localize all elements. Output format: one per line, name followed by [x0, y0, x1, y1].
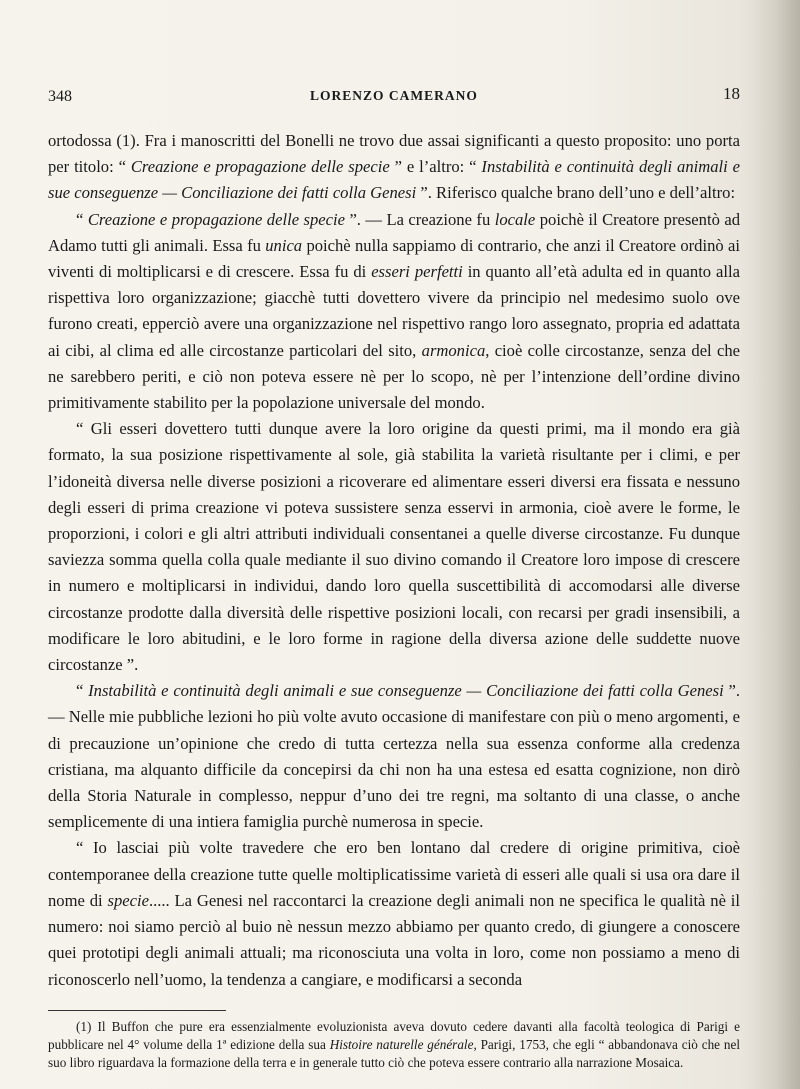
signature-mark: 18 [723, 84, 740, 103]
italic-emphasis: locale [494, 209, 536, 229]
text-run: ..... La Genesi nel raccontarci la creazione degli animali non ne specifica le qualità nè il numero: noi siamo perciò al buio nè nessun mezzo abbiamo per quanto credo, di giungere a conoscere quei prototipi degli animali attuali; ma riconosciuta una volta in loro, come non possiamo a meno di riconoscerlo nell’uomo, la tendenza a cangiare, e modificarsi a seconda [48, 890, 741, 989]
paragraph [48, 128, 740, 207]
italic-emphasis: armonica [421, 340, 486, 360]
italic-emphasis: esseri perfetti [371, 262, 463, 282]
paragraph [48, 207, 740, 417]
text-run: in quanto all’età adulta ed in quanto alla rispettiva loro organizzazione; giacchè tutti dovettero vivere da principio nel medesimo suolo ove furono creati, epperciò avere una organizzazione nel rispettivo rango loro assegnato, propria ed adattata ai cibi, al clima ed alle circostanze particolari del sito, [48, 262, 740, 360]
text-run: ”. — La creazione fu [344, 209, 495, 229]
page-edge-shadow [740, 0, 800, 1089]
paragraph [48, 678, 740, 835]
running-head-author: LORENZO CAMERANO [310, 88, 478, 103]
footnote-divider [48, 1010, 226, 1011]
text-run: ortodossa (1). Fra i manoscritti del Bonelli ne trovo due assai significanti a questo proposito: uno porta per titolo: “ [48, 131, 740, 177]
footnote-paragraph [48, 1018, 740, 1072]
text-run: , cioè colle circostanze, senza del che ne sarebbero periti, e ciò non poteva essere nè per lo scopo, nè per l’intenzione dell’ordine divino primitivamente stabilito per la popolazione universale del mondo. [48, 340, 740, 413]
text-run: (1) Il Buffon che pure era essenzialmente evoluzionista aveva dovuto cedere davanti alla facoltà teologica di Parigi e pubblicare nel 4° volume della 1ª edizione della sua [48, 1019, 740, 1052]
text-run: “ Io lasciai più volte travedere che ero ben lontano dal credere di origine primitiva, cioè contemporanee della creazione tutte quelle moltiplicatissime varietà di esseri alle quali si usa ora dare il nome di [48, 838, 740, 910]
text-run: “ [76, 209, 88, 229]
footnote [48, 1018, 740, 1072]
italic-emphasis: specie [107, 890, 149, 910]
text-run: “ [76, 681, 89, 701]
italic-title: Histoire naturelle générale [329, 1037, 474, 1052]
text-run: ”. — Nelle mie pubbliche lezioni ho più volte avuto occasione di manifestare con più o meno argomenti, e di precauzione un’opinione che credo di tutta certezza nella sua essenza conforme alla credenza cristiana, ma alquanto difficile da concepirsi da chi non ha una estesa ed esatta cognizione, non dirò della Storia Naturale in complesso, neppur d’uno dei tre regni, ma soltanto di una classe, o anche semplicemente di una intiera famiglia purchè numerosa in specie. [48, 681, 740, 832]
text-run: poichè nulla sappiamo di contrario, che anzi il Creatore ordinò ai viventi di moltiplicarsi e di crescere. Essa fu di [48, 235, 740, 282]
text-run: poichè il Creatore presentò ad Adamo tutti gli animali. Essa fu [48, 209, 740, 255]
page-number: 348 [48, 88, 72, 105]
italic-title: Creazione e propagazione delle specie [130, 157, 390, 177]
running-header [48, 84, 740, 108]
text-run: ” e l’altro: “ [389, 157, 482, 177]
main-text [48, 128, 740, 993]
text-run: , Parigi, 1753, che egli “ abbandonava ciò che nel suo libro riguardava la formazione della terra e in generale tutto ciò che poteva essere contrario alla narrazione Mosaica. [48, 1037, 740, 1070]
text-run: ”. Riferisco qualche brano dell’uno e dell’altro: [416, 183, 736, 203]
italic-title: Instabilità e continuità degli animali e sue conseguenze — Conciliazione dei fatti colla Genesi [48, 157, 740, 203]
paragraph [48, 416, 740, 678]
italic-title: Creazione e propagazione delle specie [87, 209, 345, 229]
italic-title: Instabilità e continuità degli animali e sue conseguenze — Conciliazione dei fatti colla Genesi [88, 681, 724, 701]
text-run: “ Gli esseri dovettero tutti dunque avere la loro origine da questi primi, ma il mondo era già formato, la sua posizione rispettivamente al sole, già stabilita la varietà risultante per i climi, e per l’idoneità diversa nelle diverse posizioni a ricoverare ed alimentare esseri diversi era fissata e nessuno degli esseri di prima creazione vi poteva sussistere senza esservi in armonia, cioè avere le forme, le proporzioni, i colori e gli altri attributi individuali consentanei a quelle diverse circostanze. Fu dunque saviezza somma quella colla quale mediante il suo divino comando il Creatore loro impose di crescere in numero e moltiplicarsi in individui, dando loro quella suscettibilità di accomodarsi alle diverse circostanze prodotte dalla diversità delle rispettive posizioni locali, con recarsi per gradi insensibili, a modificare le loro abitudini, e le loro forme in ragione della diversa azione delle suddette nuove circostanze ”. [48, 419, 740, 675]
paragraph [48, 835, 740, 992]
italic-emphasis: unica [265, 235, 303, 255]
